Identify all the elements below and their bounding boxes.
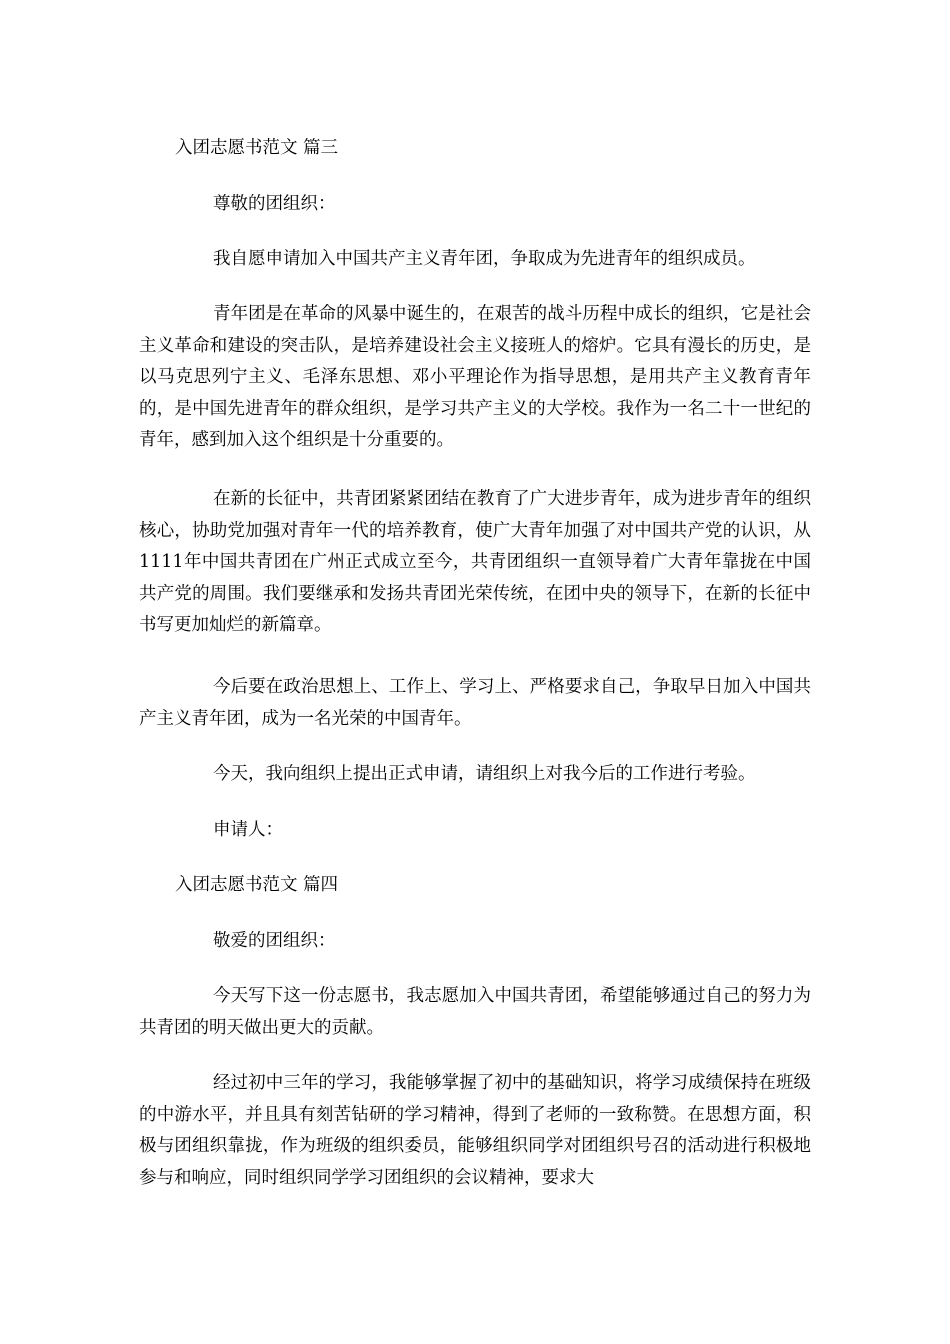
section4-paragraph-1: 今天写下这一份志愿书，我志愿加入中国共青团，希望能够通过自己的努力为共青团的明天做出更大的贡献。 xyxy=(139,986,811,1038)
section3-paragraph-4: 今后要在政治思想上、工作上、学习上、严格要求自己，争取早日加入中国共产主义青年团，成为一名光荣的中国青年。 xyxy=(139,677,811,729)
section3-paragraph-1: 我自愿申请加入中国共产主义青年团，争取成为先进青年的组织成员。 xyxy=(213,249,756,269)
section3-heading: 入团志愿书范文 篇三 xyxy=(175,138,339,158)
section3-salutation: 尊敬的团组织： xyxy=(213,194,336,214)
section4-salutation: 敬爱的团组织： xyxy=(213,931,336,951)
section3-paragraph-2: 青年团是在革命的风暴中诞生的，在艰苦的战斗历程中成长的组织，它是社会主义革命和建设的突击队，是培养建设社会主义接班人的熔炉。它具有漫长的历史，是以马克思列宁主义、毛泽东思想、邓小平理论作为指导思想，是用共产主义教育青年的，是中国先进青年的群众组织，是学习共产主义的大学校。我作为一名二十一世纪的青年，感到加入这个组织是十分重要的。 xyxy=(139,304,811,450)
section3-paragraph-5: 今天，我向组织上提出正式申请，请组织上对我今后的工作进行考验。 xyxy=(213,764,756,784)
section4-heading: 入团志愿书范文 篇四 xyxy=(175,875,339,895)
section3-paragraph-3: 在新的长征中，共青团紧紧团结在教育了广大进步青年，成为进步青年的组织核心，协助党加强对青年一代的培养教育，使广大青年加强了对中国共产党的认识，从1111年中国共青团在广州正式成立至今，共青团组织一直领导着广大青年靠拢在中国共产党的周围。我们要继承和发扬共青团光荣传统，在团中央的领导下，在新的长征中书写更加灿烂的新篇章。 xyxy=(139,489,811,635)
section4-paragraph-2: 经过初中三年的学习，我能够掌握了初中的基础知识，将学习成绩保持在班级的中游水平，并且具有刻苦钻研的学习精神，得到了老师的一致称赞。在思想方面，积极与团组织靠拢，作为班级的组织委员，能够组织同学对团组织号召的活动进行积极地参与和响应，同时组织同学学习团组织的会议精神，要求大 xyxy=(139,1073,811,1188)
section3-signature: 申请人： xyxy=(213,820,283,840)
